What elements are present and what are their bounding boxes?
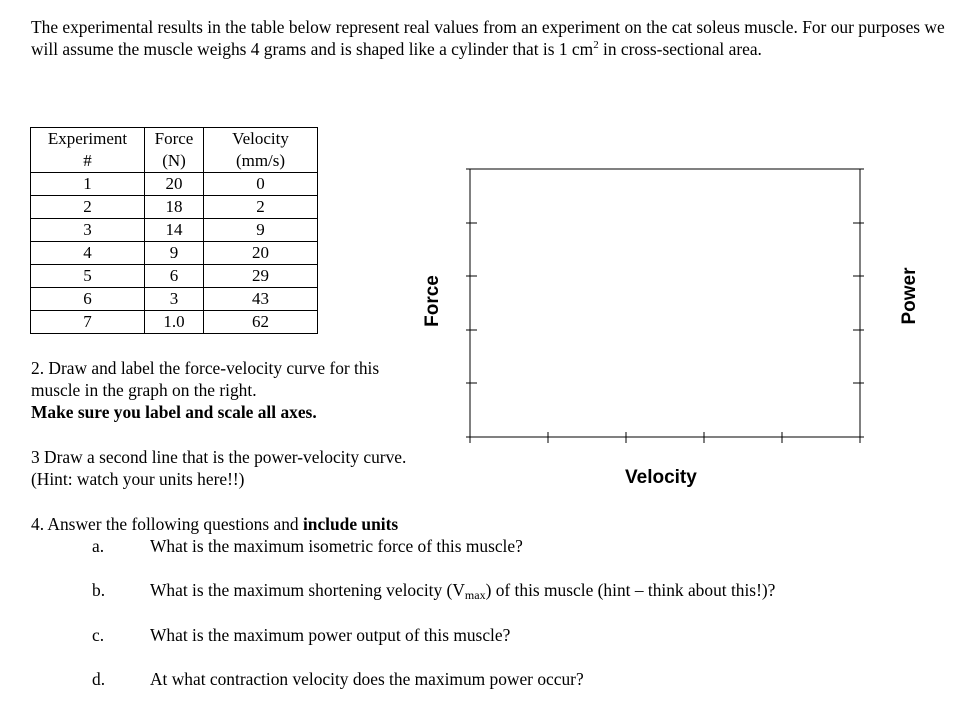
header-force (145, 128, 204, 173)
header-velocity (204, 128, 318, 173)
subquestion-c: What is the maximum power output of this muscle? (150, 625, 511, 645)
cell-velocity: 62 (204, 311, 318, 334)
cell-force: 6 (145, 265, 204, 288)
cell-force: 9 (145, 242, 204, 265)
header-line: Force (154, 129, 194, 148)
header-experiment (31, 128, 145, 173)
subquestion-letter: a. (92, 536, 105, 556)
subquestion-letter: c. (92, 625, 105, 645)
cell-experiment: 1 (31, 173, 145, 196)
table-row (31, 173, 318, 196)
cell-experiment: 2 (31, 196, 145, 219)
cell-force: 18 (145, 196, 204, 219)
table-row (31, 265, 318, 288)
cell-experiment: 6 (31, 288, 145, 311)
header-line: Velocity (232, 129, 289, 148)
header-line: (N) (162, 151, 186, 170)
cell-velocity: 20 (204, 242, 318, 265)
cell-velocity: 2 (204, 196, 318, 219)
cell-force: 14 (145, 219, 204, 242)
graph-frame (470, 169, 860, 437)
subquestion-b-pre: What is the maximum shortening velocity (V (150, 580, 465, 600)
intro-superscript: 2 (593, 39, 599, 52)
force-velocity-graph (465, 164, 870, 449)
subquestion-letter: d. (92, 669, 106, 689)
vmax-subscript: max (464, 588, 486, 602)
question-2-bold: Make sure you label and scale all axes. (31, 402, 317, 422)
intro-text-part1: The experimental results in the table below represent real values from an experiment on the cat soleus muscle. For our purposes we will assume the muscle weighs 4 grams and is shaped like a cylinder that is 1 cm (31, 17, 945, 59)
subquestion-a: What is the maximum isometric force of this muscle? (150, 536, 523, 556)
question-4-bold: include units (302, 514, 399, 534)
experiment-table (30, 127, 318, 334)
force-axis-label: Force (422, 275, 443, 327)
table-row (31, 311, 318, 334)
question-2 (31, 357, 411, 423)
cell-velocity: 29 (204, 265, 318, 288)
table-header-row (31, 128, 318, 173)
question-4 (31, 513, 631, 535)
cell-experiment: 5 (31, 265, 145, 288)
cell-velocity: 43 (204, 288, 318, 311)
cell-experiment: 7 (31, 311, 145, 334)
question-3: 3 Draw a second line that is the power-velocity curve. (Hint: watch your units here!!) (31, 447, 407, 489)
power-axis-label: Power (899, 267, 920, 325)
subquestion-b (150, 579, 775, 606)
intro-text-part2: in cross-sectional area. (598, 39, 762, 59)
question-4-intro: 4. Answer the following questions and (31, 514, 303, 534)
subquestion-b-post: ) of this muscle (hint – think about this!)? (485, 580, 776, 600)
table-row (31, 288, 318, 311)
cell-force: 1.0 (145, 311, 204, 334)
cell-experiment: 3 (31, 219, 145, 242)
table-row (31, 196, 318, 219)
subquestion-letter: b. (92, 580, 106, 600)
header-line: # (83, 151, 92, 170)
header-line: Experiment (47, 129, 128, 148)
cell-experiment: 4 (31, 242, 145, 265)
intro-paragraph (31, 16, 951, 60)
header-line: (mm/s) (235, 151, 286, 170)
cell-velocity: 9 (204, 219, 318, 242)
table-row (31, 219, 318, 242)
cell-velocity: 0 (204, 173, 318, 196)
velocity-axis-label: Velocity (625, 467, 697, 488)
subquestion-d: At what contraction velocity does the maximum power occur? (150, 669, 584, 689)
table-row (31, 242, 318, 265)
cell-force: 3 (145, 288, 204, 311)
question-2-text: 2. Draw and label the force-velocity curve for this muscle in the graph on the right. (31, 358, 380, 400)
cell-force: 20 (145, 173, 204, 196)
